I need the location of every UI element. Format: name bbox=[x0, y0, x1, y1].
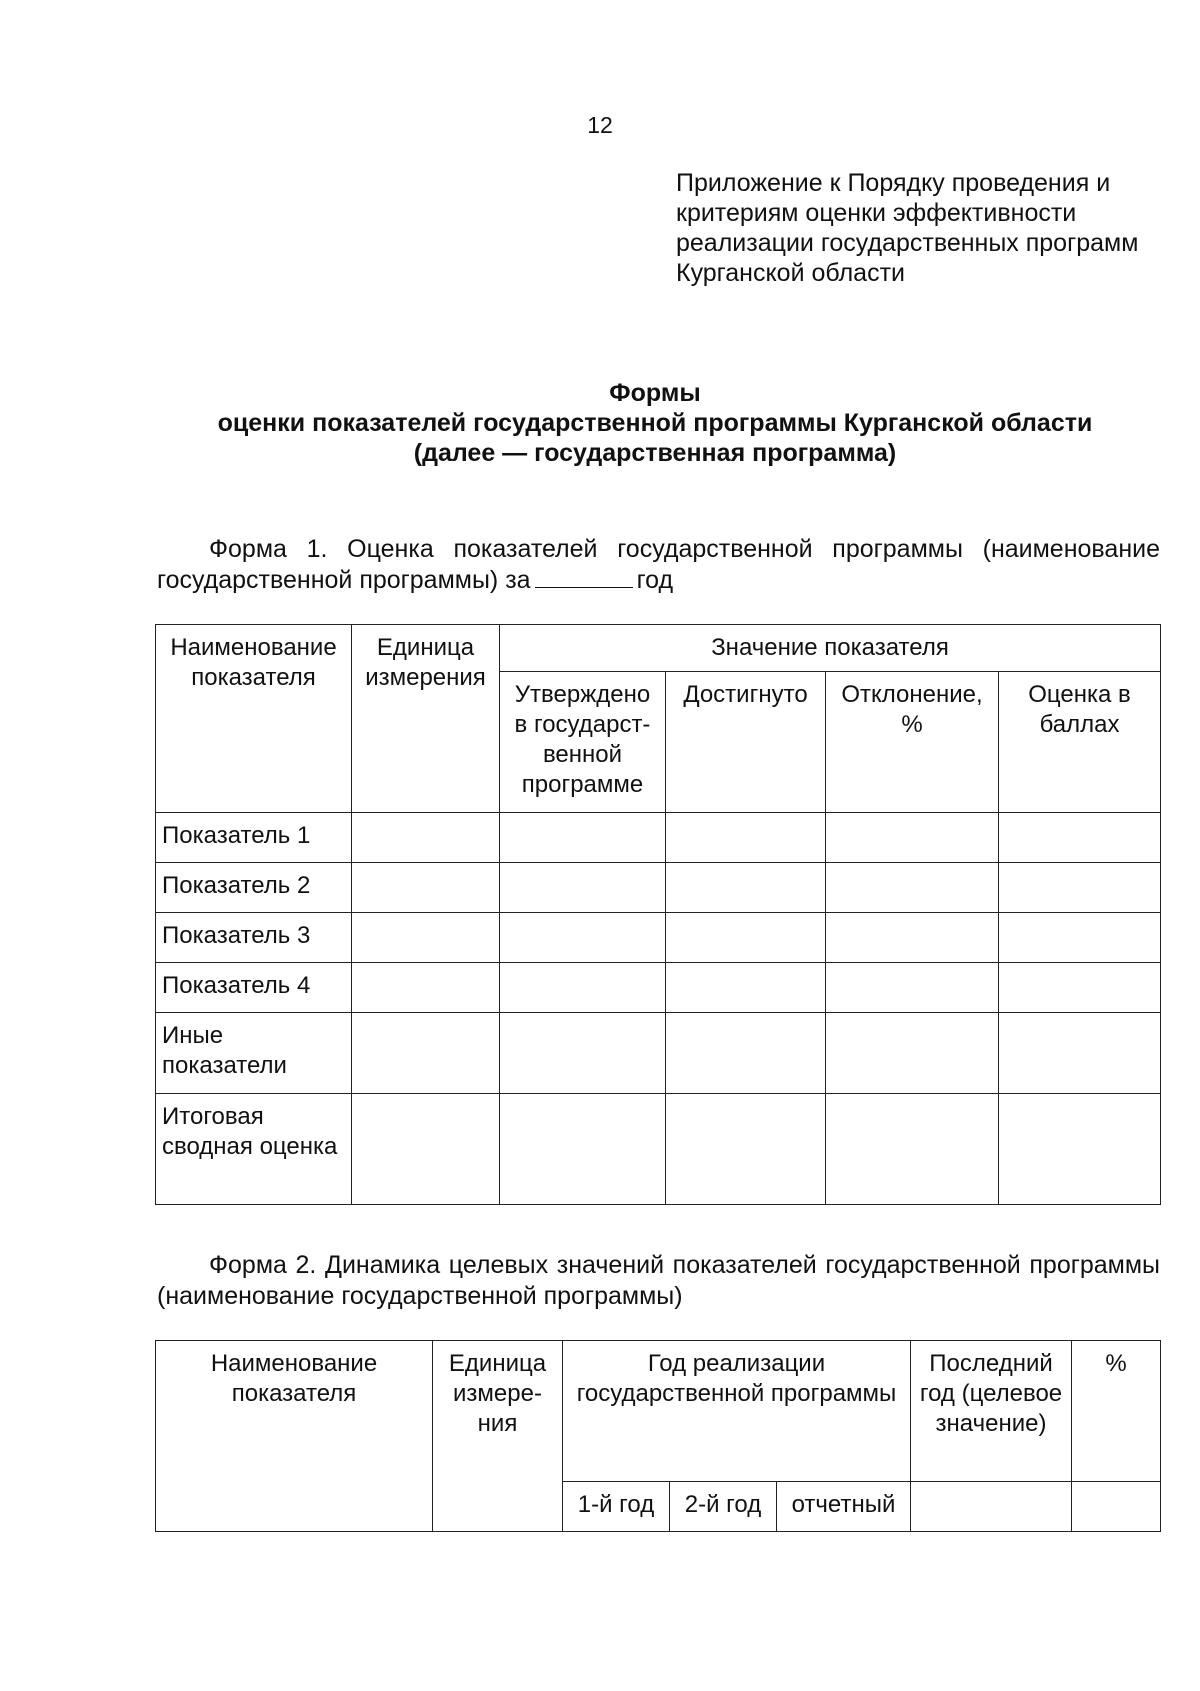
year-blank-line bbox=[535, 569, 633, 588]
cell-unit[interactable] bbox=[352, 1013, 500, 1094]
cell-achieved[interactable] bbox=[666, 1013, 826, 1094]
document-title bbox=[155, 378, 1155, 468]
cell-approved[interactable] bbox=[500, 913, 666, 963]
table-row bbox=[156, 963, 1161, 1013]
cell-achieved[interactable] bbox=[666, 813, 826, 863]
header-indicator-value: Значение показателя bbox=[500, 625, 1161, 672]
form2-description bbox=[157, 1250, 1160, 1312]
title-line: оценки показателей государственной программы Курганской области bbox=[217, 409, 1093, 437]
cell-deviation[interactable] bbox=[826, 1013, 999, 1094]
header-percent: % bbox=[1072, 1341, 1161, 1482]
cell-approved[interactable] bbox=[500, 813, 666, 863]
row-label: Показатель 1 bbox=[156, 813, 352, 863]
cell-approved[interactable] bbox=[500, 1094, 666, 1205]
cell-approved[interactable] bbox=[500, 963, 666, 1013]
cell-score[interactable] bbox=[999, 913, 1161, 963]
header-indicator-name: Наименование показателя bbox=[156, 1341, 433, 1532]
cell-score[interactable] bbox=[999, 813, 1161, 863]
cell-deviation[interactable] bbox=[826, 1094, 999, 1205]
header-unit: Единица измере-ния bbox=[433, 1341, 563, 1532]
appendix-note bbox=[676, 168, 1138, 288]
cell-score[interactable] bbox=[999, 1094, 1161, 1205]
cell-unit[interactable] bbox=[352, 913, 500, 963]
title-line: (далее — государственная программа) bbox=[413, 439, 897, 467]
cell-unit[interactable] bbox=[352, 963, 500, 1013]
cell-deviation[interactable] bbox=[826, 913, 999, 963]
row-label: Показатель 3 bbox=[156, 913, 352, 963]
cell-percent[interactable] bbox=[1072, 1482, 1161, 1532]
form2-table bbox=[155, 1340, 1161, 1532]
header-year-1: 1-й год bbox=[563, 1482, 670, 1532]
cell-unit[interactable] bbox=[352, 863, 500, 913]
header-indicator-name: Наименование показателя bbox=[156, 625, 352, 813]
row-label: Показатель 2 bbox=[156, 863, 352, 913]
header-reporting-year: отчетный bbox=[777, 1482, 911, 1532]
form1-description bbox=[157, 534, 1160, 596]
header-unit: Единица измерения bbox=[352, 625, 500, 813]
header-achieved: Достигнуто bbox=[666, 672, 826, 813]
appendix-line: реализации государственных программ bbox=[676, 229, 1139, 257]
row-label: Показатель 4 bbox=[156, 963, 352, 1013]
header-last-year: Последний год (целевое значение) bbox=[911, 1341, 1072, 1482]
cell-score[interactable] bbox=[999, 1013, 1161, 1094]
cell-unit[interactable] bbox=[352, 1094, 500, 1205]
cell-score[interactable] bbox=[999, 963, 1161, 1013]
form1-table bbox=[155, 624, 1161, 1205]
table-row bbox=[156, 913, 1161, 963]
cell-achieved[interactable] bbox=[666, 913, 826, 963]
row-label: Иные показатели bbox=[156, 1013, 352, 1094]
header-deviation: Отклонение, % bbox=[826, 672, 999, 813]
form1-text: Форма 1. Оценка показателей государственной программы (наименование государственной программы) за bbox=[157, 535, 1160, 594]
header-score: Оценка в баллах bbox=[999, 672, 1161, 813]
form1-text-after: год bbox=[636, 566, 674, 594]
table-row bbox=[156, 1013, 1161, 1094]
header-approved: Утверждено в государст-венной программе bbox=[500, 672, 666, 813]
cell-deviation[interactable] bbox=[826, 813, 999, 863]
cell-achieved[interactable] bbox=[666, 1094, 826, 1205]
cell-unit[interactable] bbox=[352, 813, 500, 863]
table-row bbox=[156, 1094, 1161, 1205]
cell-achieved[interactable] bbox=[666, 963, 826, 1013]
cell-score[interactable] bbox=[999, 863, 1161, 913]
appendix-line: критериям оценки эффективности bbox=[676, 199, 1077, 227]
header-implementation-year: Год реализации государственной программы bbox=[563, 1341, 911, 1482]
cell-achieved[interactable] bbox=[666, 863, 826, 913]
cell-approved[interactable] bbox=[500, 863, 666, 913]
cell-last-year[interactable] bbox=[911, 1482, 1072, 1532]
appendix-line: Приложение к Порядку проведения и bbox=[676, 169, 1111, 197]
row-label: Итоговая сводная оценка bbox=[156, 1094, 352, 1205]
page-number: 12 bbox=[587, 112, 613, 138]
table-row bbox=[156, 863, 1161, 913]
cell-deviation[interactable] bbox=[826, 963, 999, 1013]
form2-text: Форма 2. Динамика целевых значений показателей государственной программы (наименование государственной программы) bbox=[157, 1251, 1160, 1310]
header-year-2: 2-й год bbox=[670, 1482, 777, 1532]
cell-deviation[interactable] bbox=[826, 863, 999, 913]
table-row bbox=[156, 813, 1161, 863]
appendix-line: Курганской области bbox=[676, 259, 906, 287]
cell-approved[interactable] bbox=[500, 1013, 666, 1094]
title-line: Формы bbox=[609, 379, 701, 407]
